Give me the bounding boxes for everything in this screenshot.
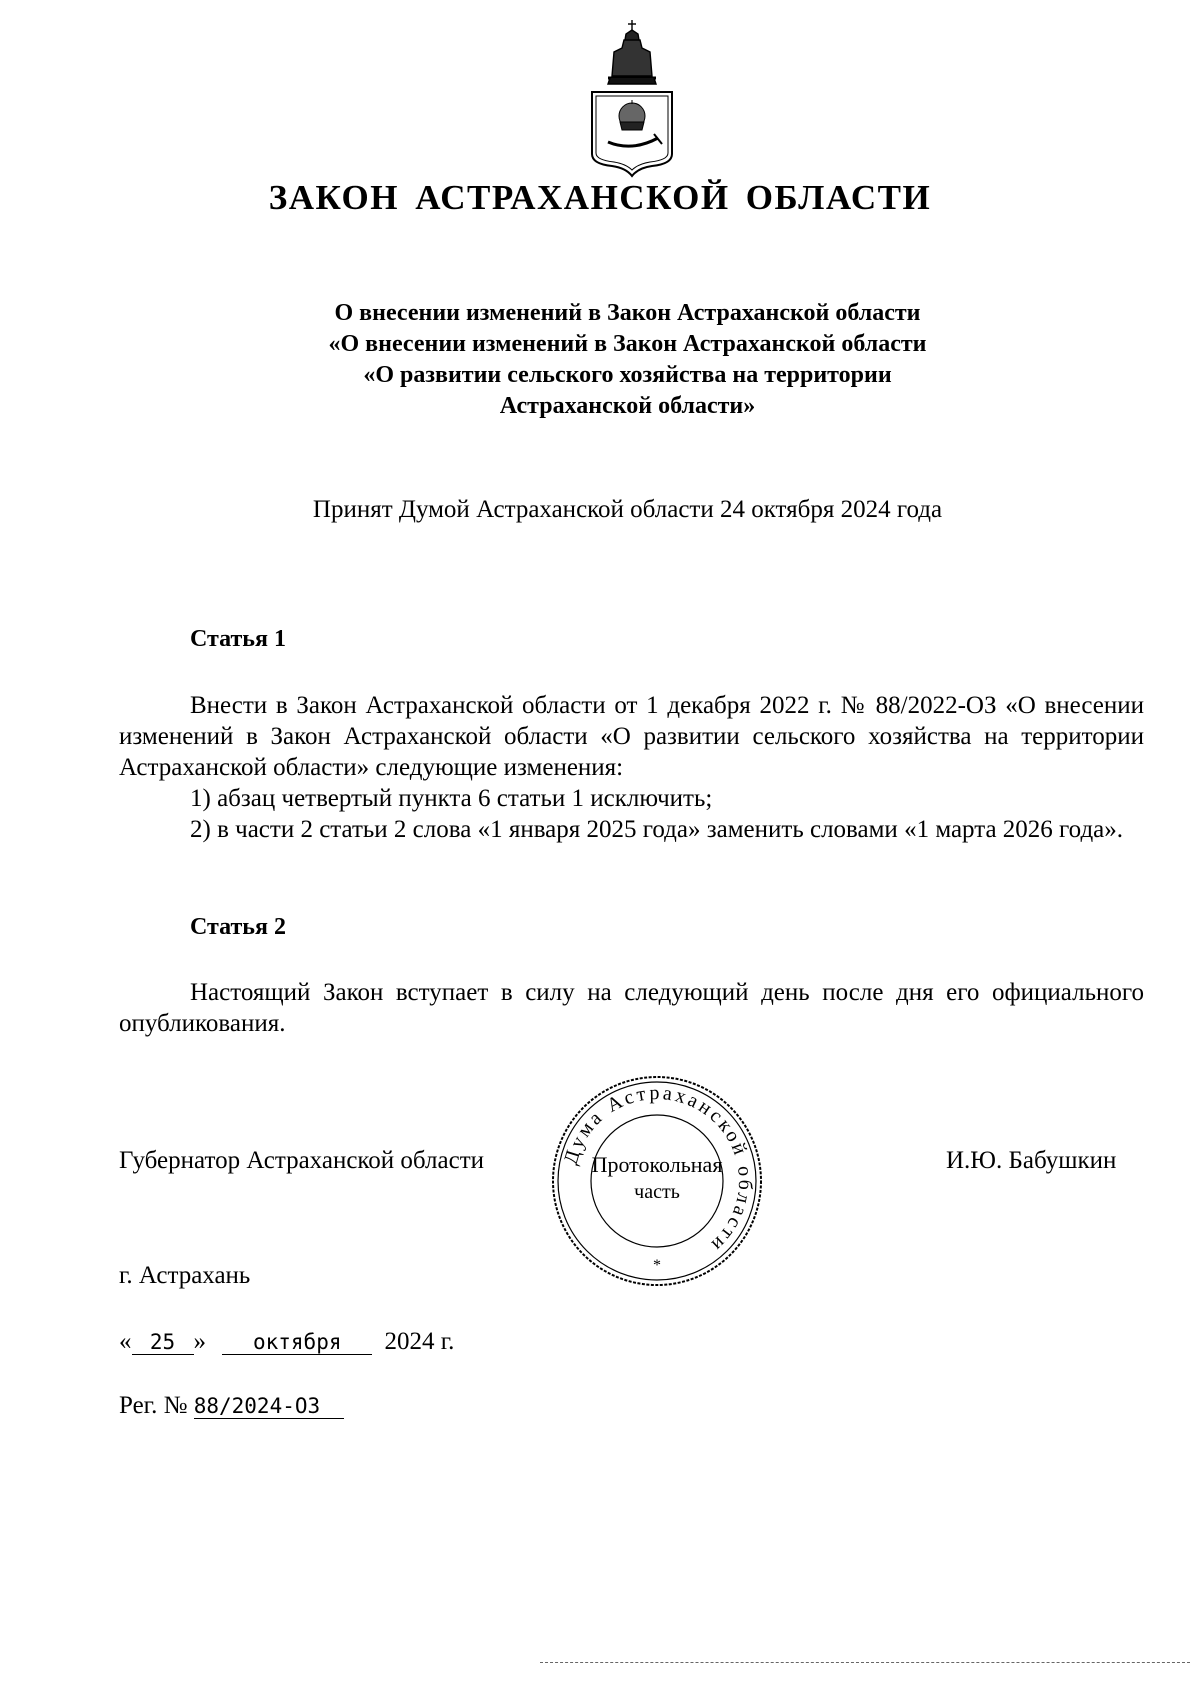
article-2-body <box>119 977 1144 1039</box>
signatory-title: Губернатор Астраханской области <box>119 1147 485 1174</box>
place-of-signing: г. Астрахань <box>119 1262 251 1289</box>
registration-value: 88/2024-ОЗ <box>194 1394 344 1419</box>
signing-date <box>119 1328 454 1356</box>
article-1-item-2: 2) в части 2 статьи 2 слова «1 января 2025 года» заменить словами «1 марта 2026 года». <box>190 816 1124 843</box>
law-subtitle <box>0 298 1200 422</box>
law-title: ЗАКОН АСТРАХАНСКОЙ ОБЛАСТИ <box>268 178 932 217</box>
date-year: 2024 г. <box>384 1328 455 1355</box>
date-open-quote: « <box>119 1328 132 1355</box>
date-day: 25 <box>132 1330 194 1355</box>
subtitle-line: О внесении изменений в Закон Астраханской области <box>334 300 921 326</box>
date-close-quote: » <box>193 1328 206 1355</box>
seal-ring-text: Дума Астраханской области <box>559 1081 757 1258</box>
adoption-note: Принят Думой Астраханской области 24 октября 2024 года <box>312 496 943 523</box>
subtitle-line: «О развитии сельского хозяйства на территории <box>363 362 892 388</box>
registration-label: Рег. № <box>119 1392 188 1419</box>
seal-center-line-2: часть <box>634 1181 680 1203</box>
official-seal <box>548 1072 766 1290</box>
registration-number <box>119 1392 344 1420</box>
date-month: октября <box>222 1330 372 1355</box>
astrakhan-coat-of-arms-icon <box>584 18 680 178</box>
article-1-paragraph: Внести в Закон Астраханской области от 1 декабря 2022 г. № 88/2022-ОЗ «О внесении изменений в Закон Астраханской области «О развитии сельского хозяйства на территории Астраханской области» следующие изменения: <box>119 692 1144 781</box>
article-2-paragraph: Настоящий Закон вступает в силу на следующий день после дня его официального опубликования. <box>119 979 1144 1037</box>
seal-star: * <box>653 1257 661 1274</box>
subtitle-line: Астраханской области» <box>499 393 756 419</box>
article-2-heading: Статья 2 <box>190 914 286 940</box>
article-1-item-1: 1) абзац четвертый пункта 6 статьи 1 исключить; <box>190 785 713 812</box>
footer-rule <box>540 1662 1190 1663</box>
signatory-name: И.Ю. Бабушкин <box>946 1147 1117 1174</box>
subtitle-line: «О внесении изменений в Закон Астраханской области <box>328 331 927 357</box>
article-1-heading: Статья 1 <box>190 626 286 652</box>
article-1-body <box>119 690 1144 845</box>
seal-center-line-1: Протокольная <box>591 1152 723 1177</box>
